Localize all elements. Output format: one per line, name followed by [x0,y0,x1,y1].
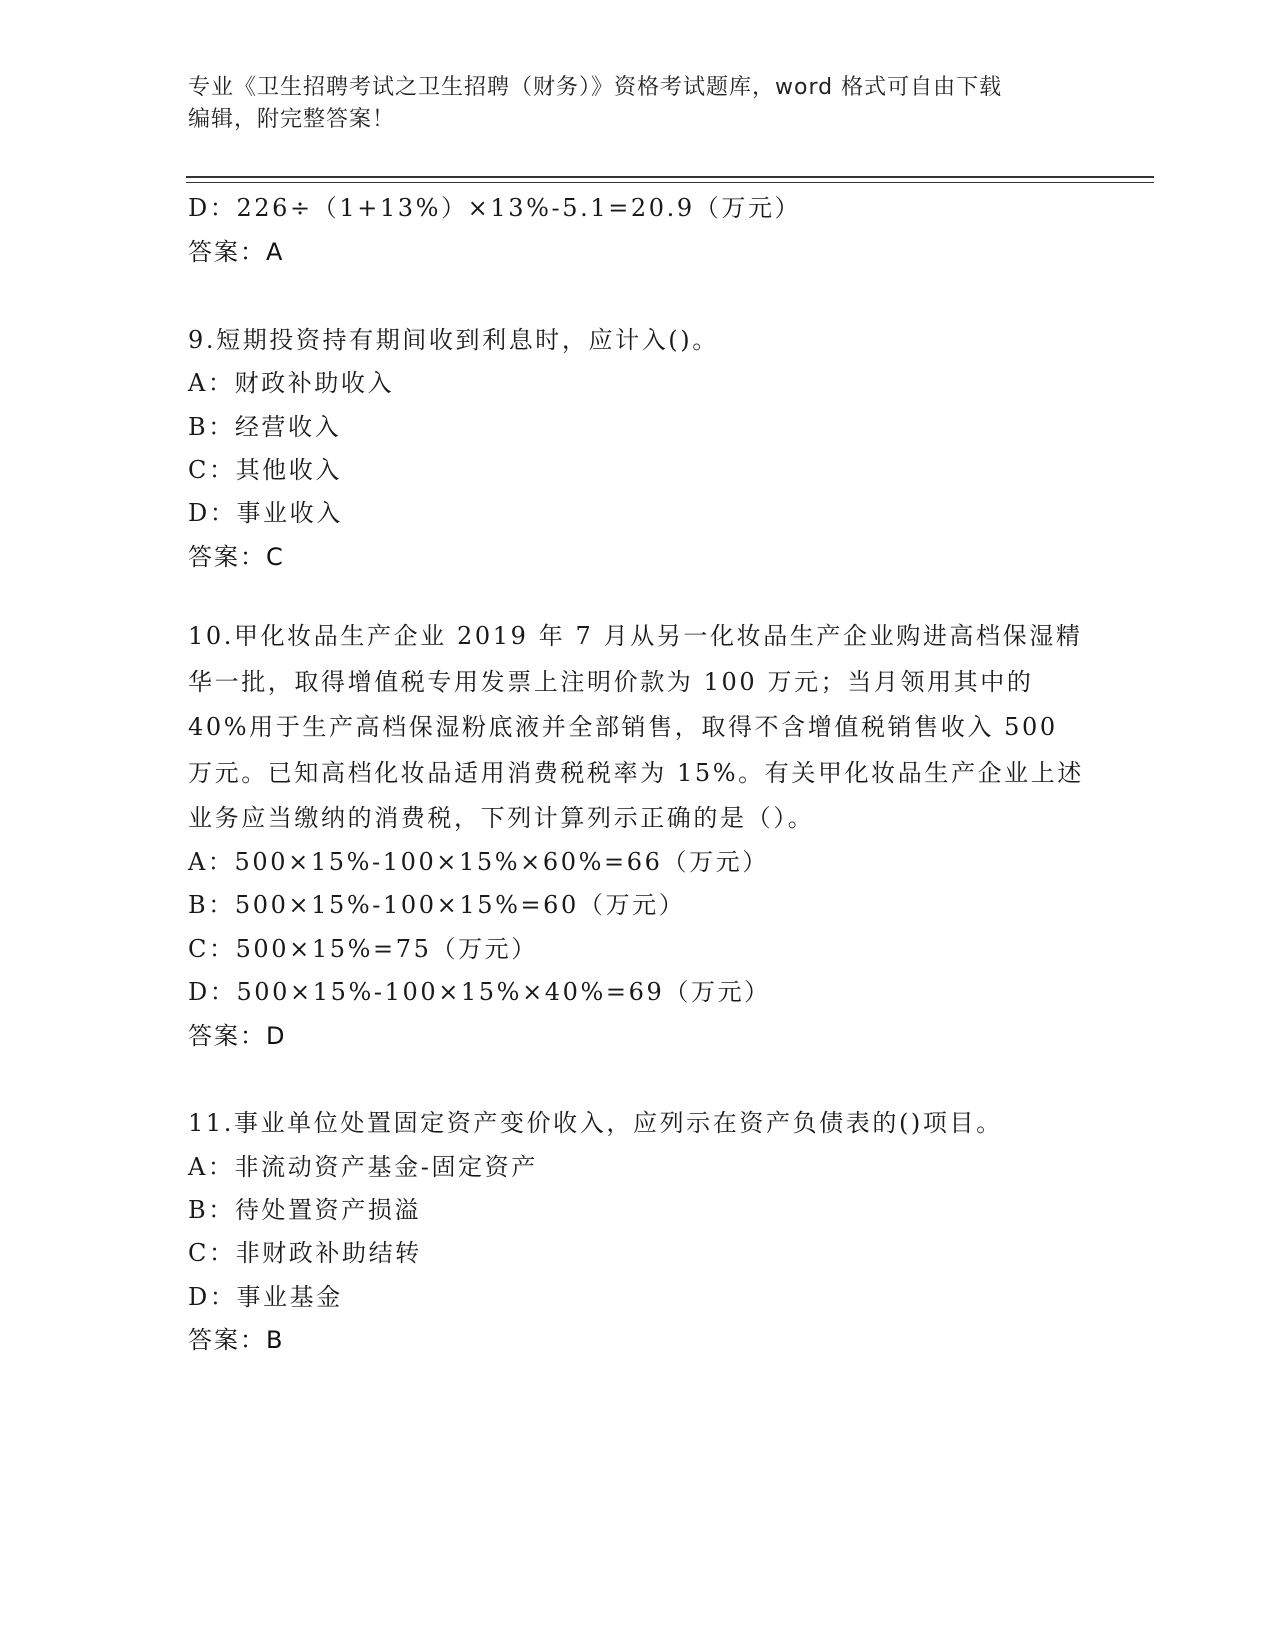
q9-option-c: C：其他收入 [188,456,342,484]
document-header [188,72,1088,136]
q10-option-b: B：500×15%-100×15%=60（万元） [188,891,686,919]
q11-option-d: D：事业基金 [188,1283,343,1311]
prev-answer: 答案：A [188,238,285,266]
q11-option-a: A：非流动资产基金-固定资产 [188,1153,538,1181]
q9-option-d: D：事业收入 [188,499,343,527]
header-line-1: 专业《卫生招聘考试之卫生招聘（财务）》资格考试题库，word 格式可自由下载 [188,75,1003,100]
q9-stem: 9.短期投资持有期间收到利息时，应计入()。 [188,326,719,354]
q9-answer: 答案：C [188,543,285,571]
q9-option-b: B：经营收入 [188,413,342,441]
q10-answer: 答案：D [188,1022,287,1050]
q10-option-a: A：500×15%-100×15%×60%=66（万元） [188,848,769,876]
q11-option-c: C：非财政补助结转 [188,1239,422,1267]
q10-stem: 10.甲化妆品生产企业 2019 年 7 月从另一化妆品生产企业购进高档保湿精华一批，取得增值税专用发票上注明价款为 100 万元；当月领用其中的 40%用于生产高档保湿粉底液并全部销售，取得不含增值税销售收入 500 万元。已知高档化妆品适用消费税税率为 15%。有关甲化妆品生产企业上述业务应当缴纳的消费税，下列计算列示正确的是（）。 [188,622,1084,832]
q11-stem: 11.事业单位处置固定资产变价收入，应列示在资产负债表的()项目。 [188,1109,1003,1137]
q10-option-d: D：500×15%-100×15%×40%=69（万元） [188,978,771,1006]
q10-option-c: C：500×15%=75（万元） [188,935,538,963]
prev-option-d: D：226÷（1+13%）×13%-5.1=20.9（万元） [188,194,802,222]
header-rule-thin [186,182,1154,183]
q11-option-b: B：待处置资产损溢 [188,1196,422,1224]
header-line-2: 编辑，附完整答案！ [188,107,396,132]
q9-option-a: A：财政补助收入 [188,369,395,397]
q11-answer: 答案：B [188,1326,285,1354]
header-rule-thick [186,176,1154,178]
